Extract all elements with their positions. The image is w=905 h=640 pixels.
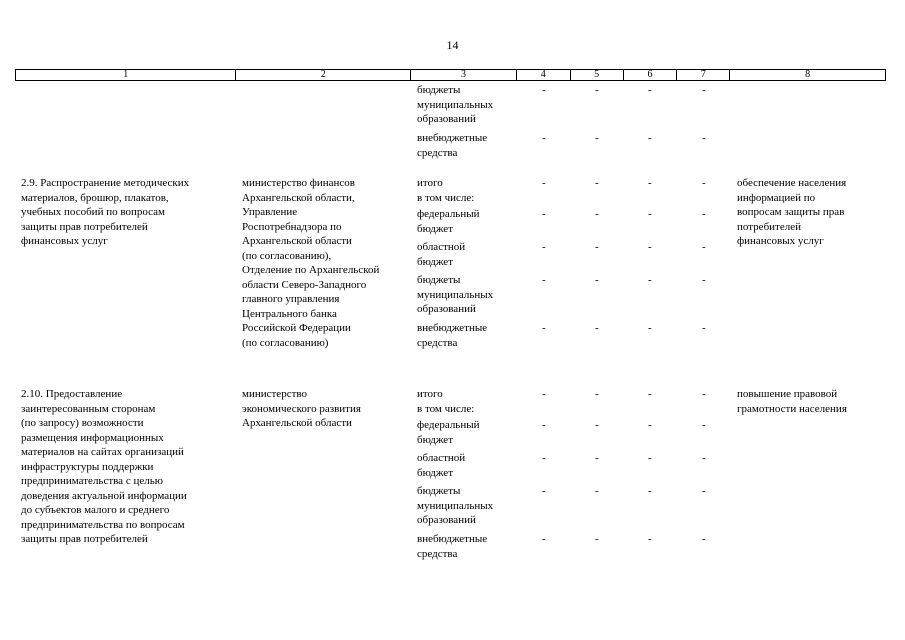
block1-executor-text: Роспотребнадзора по [242,220,342,233]
column-number-1: 1 [16,70,236,80]
block1-source-label: средства [417,336,458,349]
block2-source5-dash-col7: - [702,533,706,545]
block1-source-label: бюджеты [417,274,461,286]
block2-source5-dash-col6: - [648,533,652,545]
block2-source-label: образований [417,514,476,526]
block1-source5-dash-col5: - [595,322,599,334]
block2-item-text: предпринимательства с целью [21,475,163,487]
block2-source2-dash-col5: - [595,419,599,431]
block1-source-label: внебюджетные [417,322,488,334]
block2-source4-dash-col5: - [595,485,599,497]
block2-executor-text: экономического развития [242,402,361,415]
source-label-line: муниципальных [417,98,494,111]
column-number-8: 8 [805,69,811,80]
block1-result-text: обеспечение населения [737,177,847,189]
block1-source3-dash-col6: - [648,241,652,253]
block0-row1-dash-col5: - [595,132,599,144]
block1-executor-text: Управление [242,206,298,218]
block1-source-label: областной [417,241,466,253]
block2-item-text: размещения информационных [21,431,164,444]
block1-source5-dash-col4: - [542,322,546,334]
block2-source-label: бюджет [417,466,453,479]
block1-source-label: в том числе: [417,192,475,204]
block2-source-label: внебюджетные [417,533,488,545]
block1-source5-dash-col7: - [702,322,706,334]
block1-result-text: потребителей [737,220,801,233]
block2-source4-dash-col4: - [542,485,546,497]
block1-result-text: финансовых услуг [737,235,824,247]
block1-executor-text: министерство финансов [242,177,355,189]
block1-source-label: муниципальных [417,288,494,301]
source-label-line: средства [417,146,458,159]
block1-source-label: итого [417,177,443,189]
block2-executor-text: Архангельской области [242,417,352,429]
block1-item-text: защиты прав потребителей [21,220,148,233]
block0-row0-dash-col5: - [595,84,599,96]
block2-source-label: федеральный [417,419,480,431]
block2-source5-dash-col4: - [542,533,546,545]
block1-source-label: образований [417,303,476,315]
block1-source-label: бюджет [417,222,453,235]
block2-item-text: защиты прав потребителей [21,533,148,545]
block1-source-label: бюджет [417,255,453,268]
block1-item-text: учебных пособий по вопросам [21,206,165,218]
block2-result-text: повышение правовой [737,388,838,400]
block1-result-text: вопросам защиты прав [737,206,845,218]
column-number-7: 7 [677,70,730,80]
block2-source0-dash-col7: - [702,388,706,400]
block1-executor-text: Отделение по Архангельской [242,264,380,276]
block1-source4-dash-col6: - [648,274,652,286]
block0-row0-dash-col4: - [542,84,546,96]
block1-executor-text: Российской Федерации [242,322,351,334]
block1-source2-dash-col7: - [702,208,706,220]
block1-source2-dash-col6: - [648,208,652,220]
block2-item-text: (по запросу) возможности [21,417,144,429]
block1-source3-dash-col5: - [595,241,599,253]
block2-source3-dash-col5: - [595,452,599,464]
block2-source-label: бюджеты [417,485,461,497]
block1-source0-dash-col5: - [595,177,599,189]
block1-executor-text: области Северо-Западного [242,278,367,291]
block2-source4-dash-col7: - [702,485,706,497]
column-number-3: 3 [411,70,517,80]
page-number: 14 [446,38,459,52]
block2-source3-dash-col7: - [702,452,706,464]
block1-executor-text: Архангельской области, [242,191,355,204]
block2-source5-dash-col5: - [595,533,599,545]
block0-row1-dash-col6: - [648,132,652,144]
block0-row1-dash-col7: - [702,132,706,144]
block2-source-label: средства [417,547,458,560]
block1-source0-dash-col4: - [542,177,546,189]
block1-source3-dash-col7: - [702,241,706,253]
block1-source2-dash-col5: - [595,208,599,220]
block1-executor-text: Архангельской области [242,235,352,247]
block2-source2-dash-col7: - [702,419,706,431]
block0-row0-dash-col6: - [648,84,652,96]
block2-source-label: в том числе: [417,403,475,415]
block1-source4-dash-col5: - [595,274,599,286]
block2-source0-dash-col5: - [595,388,599,400]
block0-row0-dash-col7: - [702,84,706,96]
block1-executor-text: (по согласованию), [242,249,332,262]
block1-source0-dash-col7: - [702,177,706,189]
block2-source-label: областной [417,452,466,464]
block2-source3-dash-col6: - [648,452,652,464]
source-label-line: внебюджетные [417,132,488,144]
block1-executor-text: Центрального банка [242,307,337,320]
block2-source0-dash-col4: - [542,388,546,400]
block2-source0-dash-col6: - [648,388,652,400]
block2-source-label: итого [417,388,443,400]
block1-source4-dash-col7: - [702,274,706,286]
block1-item-text: финансовых услуг [21,235,108,247]
block2-item-text: до субъектов малого и среднего [21,504,170,516]
column-number-5: 5 [571,70,624,80]
block2-source2-dash-col6: - [648,419,652,431]
block2-source2-dash-col4: - [542,419,546,431]
block1-source2-dash-col4: - [542,208,546,220]
block1-result-text: информацией по [737,191,816,204]
block1-source5-dash-col6: - [648,322,652,334]
block2-item-text: предпринимательства по вопросам [21,518,185,531]
table-header-row [15,69,886,81]
block1-source3-dash-col4: - [542,241,546,253]
block2-source4-dash-col6: - [648,485,652,497]
block2-item-text: материалов на сайтах организаций [21,446,184,458]
block2-result-text: грамотности населения [737,402,847,415]
column-number-4: 4 [517,70,571,80]
block2-item-text: 2.10. Предоставление [21,388,123,400]
block1-executor-text: (по согласованию) [242,336,329,349]
block2-item-text: инфраструктуры поддержки [21,460,154,473]
source-label-line: образований [417,113,476,125]
block2-source-label: муниципальных [417,499,494,512]
column-number-6: 6 [624,70,678,80]
block2-source-label: бюджет [417,433,453,446]
block2-item-text: доведения актуальной информации [21,489,187,502]
block2-source3-dash-col4: - [542,452,546,464]
block1-source-label: федеральный [417,208,480,220]
block0-row1-dash-col4: - [542,132,546,144]
block1-item-text: материалов, брошюр, плакатов, [21,191,169,204]
block1-source0-dash-col6: - [648,177,652,189]
block1-executor-text: главного управления [242,293,340,305]
block2-executor-text: министерство [242,388,308,400]
block2-item-text: заинтересованным сторонам [21,402,156,415]
column-number-2: 2 [236,70,411,80]
block1-item-text: 2.9. Распространение методических [21,177,190,189]
block1-source4-dash-col4: - [542,274,546,286]
source-label-line: бюджеты [417,84,461,96]
